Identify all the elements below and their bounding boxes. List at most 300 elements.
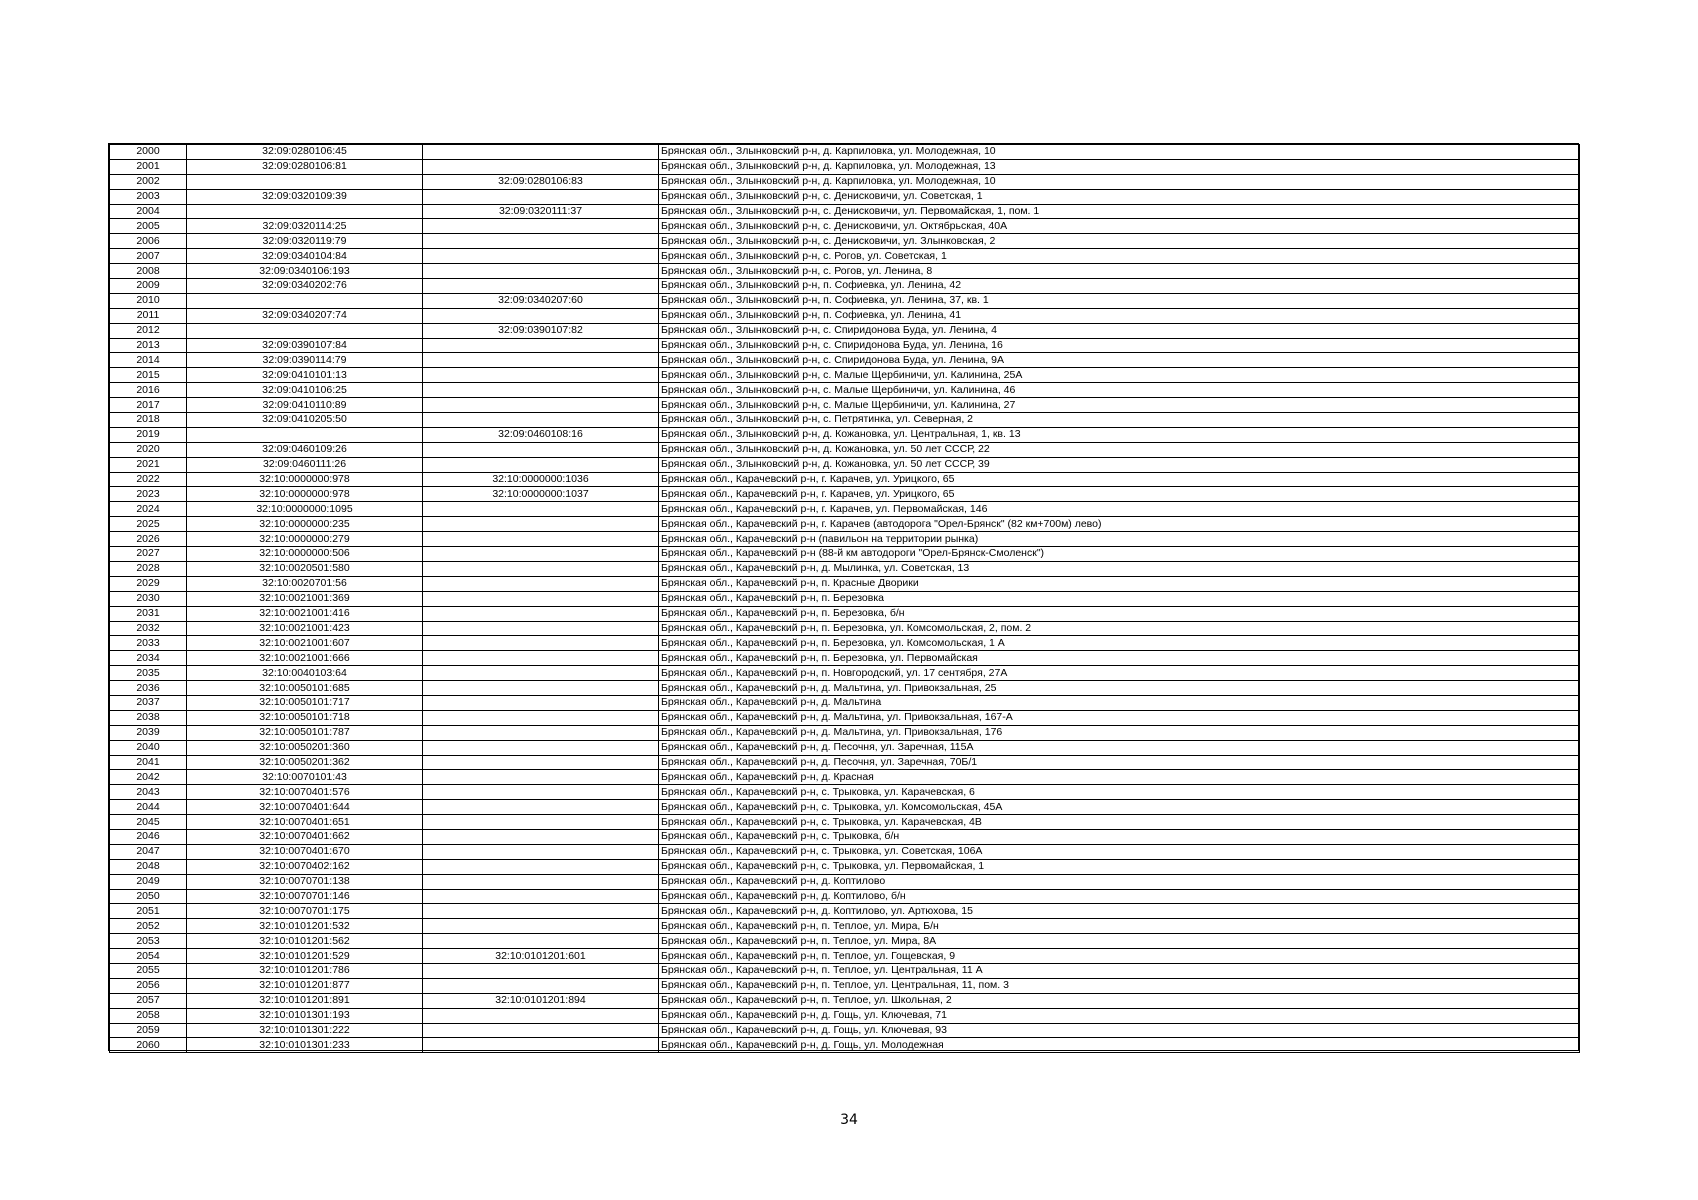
- cell-num: 2055: [110, 963, 187, 978]
- cell-num: 2046: [110, 829, 187, 844]
- table-row: [110, 859, 1580, 874]
- cell-addr: Брянская обл., Злынковский р-н, д. Карпиловка, ул. Молодежная, 13: [659, 159, 1580, 174]
- cell-cad1: 32:10:0101301:222: [187, 1023, 423, 1038]
- cell-cad1: 32:10:0050201:360: [187, 740, 423, 755]
- cell-cad2: [423, 725, 659, 740]
- table-row: [110, 919, 1580, 934]
- cell-cad2: [423, 621, 659, 636]
- cell-num: 2057: [110, 993, 187, 1008]
- cell-cad1: 32:10:0000000:506: [187, 547, 423, 562]
- table-row: [110, 785, 1580, 800]
- cell-addr: Брянская обл., Злынковский р-н, д. Карпиловка, ул. Молодежная, 10: [659, 145, 1580, 160]
- table-row: [110, 353, 1580, 368]
- cell-num: 2032: [110, 621, 187, 636]
- cell-cad2: [423, 279, 659, 294]
- cell-num: 2042: [110, 770, 187, 785]
- cell-num: 2011: [110, 308, 187, 323]
- cell-addr: Брянская обл., Карачевский р-н, п. Красные Дворики: [659, 576, 1580, 591]
- cell-addr: Брянская обл., Карачевский р-н, п. Березовка, б/н: [659, 606, 1580, 621]
- cell-addr: Брянская обл., Злынковский р-н, с. Малые Щербиничи, ул. Калинина, 27: [659, 398, 1580, 413]
- cell-cad2: 32:09:0340207:60: [423, 293, 659, 308]
- table-row: [110, 651, 1580, 666]
- cell-cad2: [423, 636, 659, 651]
- table-row: [110, 234, 1580, 249]
- cell-addr: Брянская обл., Карачевский р-н (павильон на территории рынка): [659, 532, 1580, 547]
- cell-num: 2050: [110, 889, 187, 904]
- cell-cad1: 32:09:0340202:76: [187, 279, 423, 294]
- cell-num: 2038: [110, 710, 187, 725]
- cell-cad1: 32:10:0021001:369: [187, 591, 423, 606]
- registry-table-body: [110, 145, 1580, 1053]
- cell-num: 2009: [110, 279, 187, 294]
- cell-addr: Брянская обл., Злынковский р-н, д. Кожановка, ул. 50 лет СССР, 22: [659, 442, 1580, 457]
- cell-cad1: [187, 204, 423, 219]
- cell-addr: Брянская обл., Карачевский р-н, п. Теплое, ул. Школьная, 2: [659, 993, 1580, 1008]
- cell-cad1: 32:10:0050101:685: [187, 681, 423, 696]
- table-row: [110, 695, 1580, 710]
- registry-table: [109, 144, 1580, 1053]
- cell-addr: Брянская обл., Карачевский р-н, п. Теплое, ул. Гощевская, 9: [659, 949, 1580, 964]
- cell-addr: Брянская обл., Злынковский р-н, с. Малые Щербиничи, ул. Калинина, 25А: [659, 368, 1580, 383]
- cell-addr: Брянская обл., Карачевский р-н, д. Песочня, ул. Заречная, 115А: [659, 740, 1580, 755]
- cell-cad1: 32:10:0021001:423: [187, 621, 423, 636]
- cell-num: 2006: [110, 234, 187, 249]
- cell-num: 2021: [110, 457, 187, 472]
- cell-addr: Брянская обл., Карачевский р-н, с. Трыковка, б/н: [659, 829, 1580, 844]
- cell-cad2: [423, 695, 659, 710]
- cell-cad1: [187, 174, 423, 189]
- cell-cad2: [423, 1038, 659, 1053]
- table-row: [110, 1008, 1580, 1023]
- table-row: [110, 487, 1580, 502]
- cell-addr: Брянская обл., Карачевский р-н, д. Красная: [659, 770, 1580, 785]
- cell-num: 2060: [110, 1038, 187, 1053]
- table-row: [110, 978, 1580, 993]
- table-row: [110, 591, 1580, 606]
- cell-cad2: [423, 770, 659, 785]
- cell-addr: Брянская обл., Карачевский р-н, г. Карачев (автодорога "Орел-Брянск" (82 км+700м) лево): [659, 517, 1580, 532]
- cell-cad2: [423, 219, 659, 234]
- cell-cad2: [423, 368, 659, 383]
- cell-cad2: [423, 859, 659, 874]
- table-row: [110, 844, 1580, 859]
- table-row: [110, 532, 1580, 547]
- cell-addr: Брянская обл., Карачевский р-н, с. Трыковка, ул. Карачевская, 4В: [659, 815, 1580, 830]
- table-row: [110, 725, 1580, 740]
- cell-cad1: 32:10:0070401:670: [187, 844, 423, 859]
- table-row: [110, 963, 1580, 978]
- table-row: [110, 145, 1580, 160]
- cell-num: 2048: [110, 859, 187, 874]
- cell-cad2: [423, 815, 659, 830]
- cell-cad1: 32:09:0280106:45: [187, 145, 423, 160]
- cell-cad1: 32:10:0000000:279: [187, 532, 423, 547]
- cell-cad1: 32:10:0021001:607: [187, 636, 423, 651]
- table-row: [110, 517, 1580, 532]
- table-row: [110, 740, 1580, 755]
- cell-num: 2034: [110, 651, 187, 666]
- table-row: [110, 561, 1580, 576]
- table-row: [110, 710, 1580, 725]
- cell-num: 2040: [110, 740, 187, 755]
- table-row: [110, 800, 1580, 815]
- cell-cad1: [187, 293, 423, 308]
- cell-cad1: 32:10:0070401:651: [187, 815, 423, 830]
- cell-addr: Брянская обл., Карачевский р-н, д. Гощь, ул. Молодежная: [659, 1038, 1580, 1053]
- table-row: [110, 502, 1580, 517]
- cell-cad2: [423, 681, 659, 696]
- cell-cad2: [423, 829, 659, 844]
- table-row: [110, 308, 1580, 323]
- cell-addr: Брянская обл., Карачевский р-н, с. Трыковка, ул. Первомайская, 1: [659, 859, 1580, 874]
- cell-addr: Брянская обл., Карачевский р-н, п. Теплое, ул. Мира, 8А: [659, 934, 1580, 949]
- cell-cad1: 32:09:0320109:39: [187, 189, 423, 204]
- cell-addr: Брянская обл., Карачевский р-н, г. Карачев, ул. Первомайская, 146: [659, 502, 1580, 517]
- cell-cad2: [423, 457, 659, 472]
- cell-num: 2027: [110, 547, 187, 562]
- cell-addr: Брянская обл., Злынковский р-н, п. Софиевка, ул. Ленина, 37, кв. 1: [659, 293, 1580, 308]
- cell-cad2: [423, 442, 659, 457]
- cell-addr: Брянская обл., Карачевский р-н, д. Коптилово: [659, 874, 1580, 889]
- cell-cad2: [423, 398, 659, 413]
- cell-cad1: 32:10:0070701:138: [187, 874, 423, 889]
- cell-cad2: [423, 234, 659, 249]
- cell-addr: Брянская обл., Злынковский р-н, с. Рогов, ул. Ленина, 8: [659, 264, 1580, 279]
- cell-num: 2000: [110, 145, 187, 160]
- table-row: [110, 442, 1580, 457]
- cell-num: 2029: [110, 576, 187, 591]
- table-row: [110, 874, 1580, 889]
- cell-num: 2010: [110, 293, 187, 308]
- cell-cad1: 32:10:0050201:362: [187, 755, 423, 770]
- cell-cad2: [423, 547, 659, 562]
- cell-num: 2026: [110, 532, 187, 547]
- cell-num: 2043: [110, 785, 187, 800]
- cell-cad1: 32:10:0070701:175: [187, 904, 423, 919]
- cell-num: 2015: [110, 368, 187, 383]
- cell-cad2: [423, 934, 659, 949]
- table-row: [110, 383, 1580, 398]
- table-row: [110, 1038, 1580, 1053]
- cell-cad1: 32:10:0101201:891: [187, 993, 423, 1008]
- table-row: [110, 889, 1580, 904]
- cell-cad1: 32:10:0101201:562: [187, 934, 423, 949]
- cell-addr: Брянская обл., Карачевский р-н, п. Теплое, ул. Центральная, 11, пом. 3: [659, 978, 1580, 993]
- cell-cad2: [423, 576, 659, 591]
- cell-cad1: 32:10:0050101:787: [187, 725, 423, 740]
- cell-num: 2056: [110, 978, 187, 993]
- cell-cad2: [423, 383, 659, 398]
- cell-cad2: [423, 561, 659, 576]
- cell-addr: Брянская обл., Злынковский р-н, с. Спиридонова Буда, ул. Ленина, 16: [659, 338, 1580, 353]
- table-row: [110, 755, 1580, 770]
- table-row: [110, 1023, 1580, 1038]
- table-row: [110, 829, 1580, 844]
- cell-addr: Брянская обл., Карачевский р-н, п. Березовка: [659, 591, 1580, 606]
- cell-cad2: [423, 1008, 659, 1023]
- cell-addr: Брянская обл., Карачевский р-н, п. Березовка, ул. Первомайская: [659, 651, 1580, 666]
- cell-cad2: [423, 145, 659, 160]
- cell-addr: Брянская обл., Злынковский р-н, д. Карпиловка, ул. Молодежная, 10: [659, 174, 1580, 189]
- cell-cad1: 32:09:0460109:26: [187, 442, 423, 457]
- cell-num: 2049: [110, 874, 187, 889]
- cell-num: 2033: [110, 636, 187, 651]
- cell-num: 2023: [110, 487, 187, 502]
- cell-cad1: 32:10:0070401:644: [187, 800, 423, 815]
- cell-num: 2058: [110, 1008, 187, 1023]
- table-row: [110, 770, 1580, 785]
- cell-addr: Брянская обл., Злынковский р-н, с. Малые Щербиничи, ул. Калинина, 46: [659, 383, 1580, 398]
- cell-addr: Брянская обл., Карачевский р-н, п. Березовка, ул. Комсомольская, 2, пом. 2: [659, 621, 1580, 636]
- cell-cad2: [423, 963, 659, 978]
- cell-cad1: 32:09:0340106:193: [187, 264, 423, 279]
- cell-cad2: [423, 978, 659, 993]
- cell-cad1: 32:10:0000000:978: [187, 487, 423, 502]
- cell-num: 2004: [110, 204, 187, 219]
- cell-addr: Брянская обл., Карачевский р-н, п. Новгородский, ул. 17 сентября, 27А: [659, 666, 1580, 681]
- table-row: [110, 815, 1580, 830]
- cell-addr: Брянская обл., Карачевский р-н, г. Карачев, ул. Урицкого, 65: [659, 472, 1580, 487]
- cell-addr: Брянская обл., Карачевский р-н, д. Песочня, ул. Заречная, 70Б/1: [659, 755, 1580, 770]
- cell-num: 2013: [110, 338, 187, 353]
- cell-cad2: [423, 189, 659, 204]
- table-row: [110, 547, 1580, 562]
- cell-cad1: 32:10:0070701:146: [187, 889, 423, 904]
- cell-cad2: [423, 517, 659, 532]
- cell-cad1: 32:09:0320119:79: [187, 234, 423, 249]
- cell-num: 2016: [110, 383, 187, 398]
- cell-cad2: [423, 159, 659, 174]
- cell-num: 2014: [110, 353, 187, 368]
- cell-cad1: 32:10:0070101:43: [187, 770, 423, 785]
- cell-cad1: 32:10:0021001:666: [187, 651, 423, 666]
- table-row: [110, 681, 1580, 696]
- table-row: [110, 264, 1580, 279]
- cell-addr: Брянская обл., Злынковский р-н, п. Софиевка, ул. Ленина, 42: [659, 279, 1580, 294]
- cell-cad2: [423, 264, 659, 279]
- cell-cad2: [423, 666, 659, 681]
- cell-cad1: 32:10:0021001:416: [187, 606, 423, 621]
- cell-num: 2036: [110, 681, 187, 696]
- cell-num: 2005: [110, 219, 187, 234]
- table-row: [110, 159, 1580, 174]
- cell-cad1: 32:10:0101201:529: [187, 949, 423, 964]
- cell-num: 2054: [110, 949, 187, 964]
- cell-num: 2041: [110, 755, 187, 770]
- cell-addr: Брянская обл., Карачевский р-н, с. Трыковка, ул. Советская, 106А: [659, 844, 1580, 859]
- cell-num: 2002: [110, 174, 187, 189]
- cell-addr: Брянская обл., Злынковский р-н, с. Денисковичи, ул. Первомайская, 1, пом. 1: [659, 204, 1580, 219]
- cell-num: 2039: [110, 725, 187, 740]
- cell-cad1: 32:10:0101201:877: [187, 978, 423, 993]
- table-row: [110, 174, 1580, 189]
- cell-num: 2024: [110, 502, 187, 517]
- cell-num: 2001: [110, 159, 187, 174]
- cell-cad2: [423, 338, 659, 353]
- cell-cad2: [423, 904, 659, 919]
- cell-cad1: 32:10:0020701:56: [187, 576, 423, 591]
- cell-num: 2017: [110, 398, 187, 413]
- table-row: [110, 606, 1580, 621]
- cell-addr: Брянская обл., Злынковский р-н, д. Кожановка, ул. 50 лет СССР, 39: [659, 457, 1580, 472]
- cell-cad2: [423, 532, 659, 547]
- cell-cad2: [423, 889, 659, 904]
- cell-num: 2052: [110, 919, 187, 934]
- cell-cad1: 32:10:0000000:1095: [187, 502, 423, 517]
- cell-cad1: 32:09:0410205:50: [187, 413, 423, 428]
- table-row: [110, 934, 1580, 949]
- cell-cad1: 32:10:0101301:233: [187, 1038, 423, 1053]
- cell-cad2: [423, 1023, 659, 1038]
- cell-addr: Брянская обл., Злынковский р-н, с. Петрятинка, ул. Северная, 2: [659, 413, 1580, 428]
- cell-num: 2030: [110, 591, 187, 606]
- cell-cad1: 32:09:0320114:25: [187, 219, 423, 234]
- cell-addr: Брянская обл., Карачевский р-н, д. Мальтина, ул. Привокзальная, 25: [659, 681, 1580, 696]
- table-row: [110, 249, 1580, 264]
- cell-cad2: [423, 710, 659, 725]
- cell-cad1: [187, 427, 423, 442]
- cell-addr: Брянская обл., Карачевский р-н (88-й км автодороги "Орел-Брянск-Смоленск"): [659, 547, 1580, 562]
- cell-num: 2047: [110, 844, 187, 859]
- cell-cad2: [423, 353, 659, 368]
- cell-cad2: 32:10:0000000:1037: [423, 487, 659, 502]
- cell-num: 2019: [110, 427, 187, 442]
- table-row: [110, 666, 1580, 681]
- cell-num: 2037: [110, 695, 187, 710]
- cell-cad1: 32:09:0460111:26: [187, 457, 423, 472]
- table-row: [110, 949, 1580, 964]
- cell-cad2: [423, 874, 659, 889]
- table-row: [110, 398, 1580, 413]
- cell-cad2: [423, 740, 659, 755]
- cell-addr: Брянская обл., Карачевский р-н, д. Коптилово, б/н: [659, 889, 1580, 904]
- cell-cad2: [423, 413, 659, 428]
- cell-cad2: [423, 606, 659, 621]
- table-row: [110, 204, 1580, 219]
- cell-cad2: 32:10:0000000:1036: [423, 472, 659, 487]
- cell-cad2: 32:09:0280106:83: [423, 174, 659, 189]
- cell-cad1: 32:10:0101201:532: [187, 919, 423, 934]
- cell-addr: Брянская обл., Карачевский р-н, с. Трыковка, ул. Комсомольская, 45А: [659, 800, 1580, 815]
- cell-addr: Брянская обл., Карачевский р-н, д. Мальтина: [659, 695, 1580, 710]
- table-row: [110, 368, 1580, 383]
- cell-addr: Брянская обл., Злынковский р-н, с. Денисковичи, ул. Советская, 1: [659, 189, 1580, 204]
- table-row: [110, 413, 1580, 428]
- cell-addr: Брянская обл., Карачевский р-н, г. Карачев, ул. Урицкого, 65: [659, 487, 1580, 502]
- cell-addr: Брянская обл., Злынковский р-н, с. Спиридонова Буда, ул. Ленина, 4: [659, 323, 1580, 338]
- cell-cad1: 32:09:0390107:84: [187, 338, 423, 353]
- table-row: [110, 338, 1580, 353]
- page-number: 34: [840, 1112, 858, 1128]
- cell-cad1: 32:10:0050101:718: [187, 710, 423, 725]
- table-row: [110, 576, 1580, 591]
- cell-addr: Брянская обл., Злынковский р-н, с. Рогов, ул. Советская, 1: [659, 249, 1580, 264]
- cell-cad1: 32:10:0070401:662: [187, 829, 423, 844]
- cell-cad1: 32:10:0000000:235: [187, 517, 423, 532]
- cell-addr: Брянская обл., Карачевский р-н, п. Березовка, ул. Комсомольская, 1 А: [659, 636, 1580, 651]
- cell-num: 2007: [110, 249, 187, 264]
- cell-num: 2059: [110, 1023, 187, 1038]
- cell-num: 2045: [110, 815, 187, 830]
- cell-addr: Брянская обл., Карачевский р-н, с. Трыковка, ул. Карачевская, 6: [659, 785, 1580, 800]
- cell-addr: Брянская обл., Карачевский р-н, д. Мылинка, ул. Советская, 13: [659, 561, 1580, 576]
- cell-cad1: 32:10:0040103:64: [187, 666, 423, 681]
- cell-num: 2031: [110, 606, 187, 621]
- cell-num: 2022: [110, 472, 187, 487]
- cell-num: 2025: [110, 517, 187, 532]
- cell-addr: Брянская обл., Злынковский р-н, с. Спиридонова Буда, ул. Ленина, 9А: [659, 353, 1580, 368]
- cell-num: 2035: [110, 666, 187, 681]
- table-row: [110, 219, 1580, 234]
- cell-num: 2028: [110, 561, 187, 576]
- cell-cad1: 32:10:0070402:162: [187, 859, 423, 874]
- cell-cad2: [423, 755, 659, 770]
- cell-cad1: 32:10:0020501:580: [187, 561, 423, 576]
- table-row: [110, 993, 1580, 1008]
- table-row: [110, 427, 1580, 442]
- cell-num: 2053: [110, 934, 187, 949]
- cell-cad1: 32:10:0050101:717: [187, 695, 423, 710]
- cell-cad1: 32:09:0280106:81: [187, 159, 423, 174]
- cell-addr: Брянская обл., Карачевский р-н, д. Гощь, ул. Ключевая, 71: [659, 1008, 1580, 1023]
- cell-num: 2044: [110, 800, 187, 815]
- cell-cad1: 32:10:0101301:193: [187, 1008, 423, 1023]
- cell-cad1: 32:09:0410101:13: [187, 368, 423, 383]
- cell-cad2: [423, 800, 659, 815]
- table-row: [110, 323, 1580, 338]
- cell-addr: Брянская обл., Карачевский р-н, д. Мальтина, ул. Привокзальная, 167-А: [659, 710, 1580, 725]
- cell-cad2: 32:10:0101201:601: [423, 949, 659, 964]
- cell-cad2: [423, 502, 659, 517]
- cell-cad2: [423, 591, 659, 606]
- cell-cad2: [423, 785, 659, 800]
- cell-cad1: 32:09:0410110:89: [187, 398, 423, 413]
- cell-num: 2018: [110, 413, 187, 428]
- cell-addr: Брянская обл., Карачевский р-н, п. Теплое, ул. Мира, Б/н: [659, 919, 1580, 934]
- cell-num: 2003: [110, 189, 187, 204]
- table-row: [110, 621, 1580, 636]
- cell-cad2: [423, 919, 659, 934]
- table-row: [110, 472, 1580, 487]
- cell-addr: Брянская обл., Карачевский р-н, п. Теплое, ул. Центральная, 11 А: [659, 963, 1580, 978]
- cell-addr: Брянская обл., Злынковский р-н, с. Денисковичи, ул. Октябрьская, 40А: [659, 219, 1580, 234]
- cell-num: 2008: [110, 264, 187, 279]
- cell-cad1: 32:09:0340104:84: [187, 249, 423, 264]
- cell-addr: Брянская обл., Карачевский р-н, д. Коптилово, ул. Артюхова, 15: [659, 904, 1580, 919]
- table-row: [110, 636, 1580, 651]
- cell-cad1: 32:10:0101201:786: [187, 963, 423, 978]
- cell-addr: Брянская обл., Злынковский р-н, д. Кожановка, ул. Центральная, 1, кв. 13: [659, 427, 1580, 442]
- cell-num: 2012: [110, 323, 187, 338]
- table-row: [110, 189, 1580, 204]
- cell-cad1: 32:09:0410106:25: [187, 383, 423, 398]
- cell-cad2: [423, 249, 659, 264]
- cell-cad1: 32:10:0000000:978: [187, 472, 423, 487]
- table-row: [110, 279, 1580, 294]
- cell-cad2: [423, 844, 659, 859]
- table-row: [110, 904, 1580, 919]
- cell-num: 2051: [110, 904, 187, 919]
- cell-addr: Брянская обл., Злынковский р-н, с. Денисковичи, ул. Злынковская, 2: [659, 234, 1580, 249]
- cell-cad1: 32:10:0070401:576: [187, 785, 423, 800]
- cell-cad2: 32:09:0390107:82: [423, 323, 659, 338]
- cell-cad2: 32:10:0101201:894: [423, 993, 659, 1008]
- cell-cad2: [423, 651, 659, 666]
- cell-cad2: 32:09:0460108:16: [423, 427, 659, 442]
- cell-cad2: 32:09:0320111:37: [423, 204, 659, 219]
- cell-addr: Брянская обл., Злынковский р-н, п. Софиевка, ул. Ленина, 41: [659, 308, 1580, 323]
- cell-cad1: 32:09:0340207:74: [187, 308, 423, 323]
